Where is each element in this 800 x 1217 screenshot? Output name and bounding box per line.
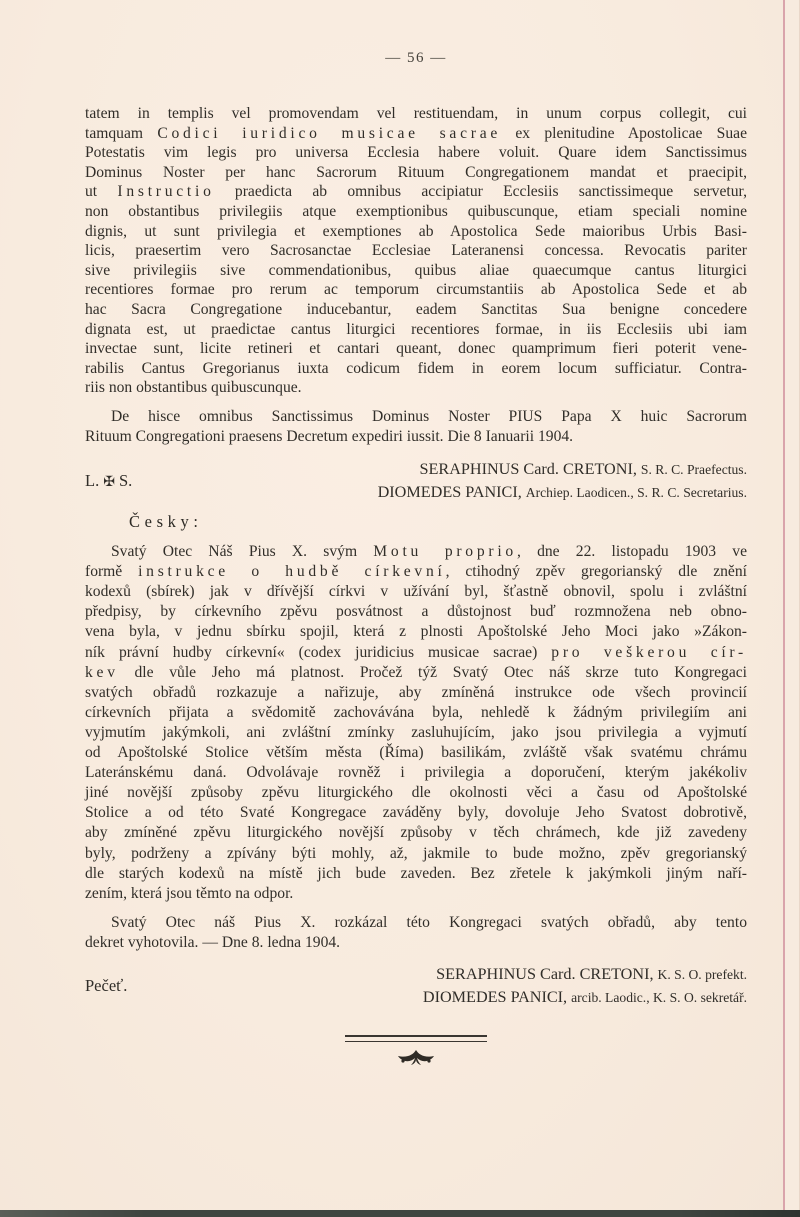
text-line: kodexů (sbírek) jak v dřívější církvi v užívání byl, šťastně obnovil, spolu i zvláštní	[85, 583, 747, 601]
text-line: non obstantibus privilegiis atque exemptionibus quibuscunque, etiam speciali nomine	[85, 202, 747, 220]
text-line: byly, podrženy a zpívány býti mohly, až, jakmile to bude možno, zpěv gregorianský	[85, 844, 747, 862]
text-line: vena byla, v jednu sbírku spojil, která z plnosti Apoštolské Jeho Moci jako »Zákon-	[85, 623, 747, 641]
signature-line	[423, 963, 747, 986]
seal-l: L.	[85, 471, 100, 491]
page-number: — 56 —	[385, 50, 447, 66]
text-line: dignata est, ut praedictae cantus liturgici recentiores formae, in iis Ecclesiis ubi iam	[85, 320, 747, 338]
czech-paragraph-1	[85, 542, 747, 904]
text-line: tamquam Codici iuridico musicae sacrae ex plenitudine Apostolicae Suae	[85, 124, 747, 142]
text-line: riis non obstantibus quibuscunque.	[85, 379, 302, 397]
text-line: ut Instructio praedicta ab omnibus accipiatur Ecclesiis sanctissimeque servetur,	[85, 183, 747, 201]
signature-line	[378, 481, 747, 504]
floral-ornament-icon	[393, 1047, 439, 1067]
page-edge-line	[783, 0, 785, 1217]
text-line: zením, která jsou těmto na odpor.	[85, 884, 294, 902]
text-line: dle starých kodexů na místě jich bude zaveden. Bez zřetele k jakýmkoli jiným naří-	[85, 864, 747, 882]
text-line: formě instrukce o hudbě církevní, ctihodný zpěv gregorianský dle znění	[85, 563, 747, 581]
czech-signature-block	[85, 963, 747, 1009]
text-line: předpisy, by církevního zpěvu posvátnost a důstojnost buď rozmnožena neb obno-	[85, 603, 747, 621]
seal-s: S.	[118, 471, 133, 491]
text-line: svatých obřadů rozkazuje a nařizuje, aby zmíněná instrukce ode všech provincií	[85, 683, 747, 701]
text-line: kev dle vůle Jeho má platnost. Pročež týž Svatý Otec náš skrze tuto Kongregaci	[85, 663, 747, 681]
czech-paragraph-2	[85, 913, 747, 953]
text-line: recentiores formae pro rerum ac temporum circumstantiis ab Apostolica Sede et ab	[85, 281, 747, 299]
seal-label: Pečeť.	[85, 975, 128, 995]
text-line: dignis, ut sunt privilegia et exemptiones ab Apostolica Sede maioribus Urbis Basi-	[85, 222, 747, 240]
text-line: Potestatis vim legis pro universa Ecclesia habere voluit. Quare idem Sanctissimus	[85, 144, 747, 162]
latin-paragraph-2	[85, 407, 747, 446]
signatory-title: arcib. Laodic., K. S. O. sekretář.	[571, 989, 747, 1005]
maltese-cross-icon: ✠	[103, 475, 115, 491]
text-line: od Apoštolské Stolice větším města (Říma) basilikám, zvláště však svatému chrámu	[85, 744, 747, 762]
text-line: vyjmutím jakýmkoli, ani zvláštní zmínky zasluhujícím, jako jsou privilegia a vyjmutí	[85, 723, 747, 741]
signatory-name: SERAPHINUS Card. CRETONI,	[436, 964, 654, 983]
czech-section-heading: Česky:	[129, 512, 203, 532]
text-line: církevních přijata a svědomitě zachovávána byla, nehledě k žádným privilegiím ani	[85, 703, 747, 721]
text-line: aby zmíněné zpěvu liturgického novější způsoby v těch chrámech, kde již zavedeny	[85, 824, 747, 842]
text-line: hac Sacra Congregatione inducebantur, eadem Sanctitas Sua benigne concedere	[85, 300, 747, 318]
signatory-name: SERAPHINUS Card. CRETONI,	[419, 460, 637, 479]
text-line: De hisce omnibus Sanctissimus Dominus Noster PIUS Papa X huic Sacrorum	[111, 407, 747, 425]
czech-signatures	[423, 963, 747, 1009]
text-line: licis, praesertim vero Sacrosanctae Ecclesiae Lateranensi concessa. Revocatis pariter	[85, 242, 747, 260]
page-edge-strip	[784, 0, 800, 1217]
text-line: dekret vyhotovila. — Dne 8. ledna 1904.	[85, 933, 341, 951]
latin-signatures	[378, 458, 747, 504]
text-column	[85, 0, 747, 1067]
double-rule	[345, 1035, 487, 1042]
text-line: sive privilegiis sive commendationibus, quibus aliae quaecumque cantus liturgici	[85, 261, 747, 279]
text-line: Svatý Otec Náš Pius X. svým Motu proprio, dne 22. listopadu 1903 ve	[111, 543, 747, 561]
text-line: Dominus Noster per hanc Sacrorum Rituum Congregationem mandat et praecipit,	[85, 163, 747, 181]
text-line: Stolice a od této Svaté Kongregace zaváděny byly, dovoluje Jeho Svatost dobrotivě,	[85, 804, 747, 822]
signature-line	[423, 986, 747, 1009]
text-line: invectae sunt, licite retineri et cantari queant, donec quamprimum fieri poterit vene-	[85, 340, 747, 358]
end-ornament	[85, 1035, 747, 1067]
seal-mark	[85, 471, 132, 491]
signatory-title: K. S. O. prefekt.	[657, 966, 747, 982]
signatory-name: DIOMEDES PANICI,	[422, 987, 568, 1006]
scan-bottom-shadow	[0, 1210, 800, 1217]
signatory-title: S. R. C. Praefectus.	[640, 462, 747, 478]
signature-line	[378, 458, 747, 481]
text-line: tatem in templis vel promovendam vel restituendam, in unum corpus collegit, cui	[85, 105, 747, 122]
latin-paragraph-1	[85, 104, 747, 398]
latin-signature-block	[85, 458, 747, 504]
text-line: jiné novější způsoby zpěvu liturgického dle okolnosti věci a času od Apoštolské	[85, 784, 747, 802]
text-line: Lateránskému daná. Odvolávaje rovněž i privilegia a doporučení, kterým jakékoliv	[85, 764, 747, 782]
signatory-name: DIOMEDES PANICI,	[377, 483, 522, 502]
text-line: ník právní hudby církevní« (codex juridicius musicae sacrae) pro veškerou cír-	[85, 643, 747, 661]
signatory-title: Archiep. Laodicen., S. R. C. Secretarius.	[525, 485, 747, 501]
text-line: Rituum Congregationi praesens Decretum expediri iussit. Die 8 Ianuarii 1904.	[85, 427, 574, 445]
text-line: Svatý Otec náš Pius X. rozkázal této Kongregaci svatých obřadů, aby tento	[111, 913, 747, 931]
text-line: rabilis Cantus Gregorianus iuxta codicum fidem in eorem locum sufficiatur. Contra-	[85, 359, 747, 377]
